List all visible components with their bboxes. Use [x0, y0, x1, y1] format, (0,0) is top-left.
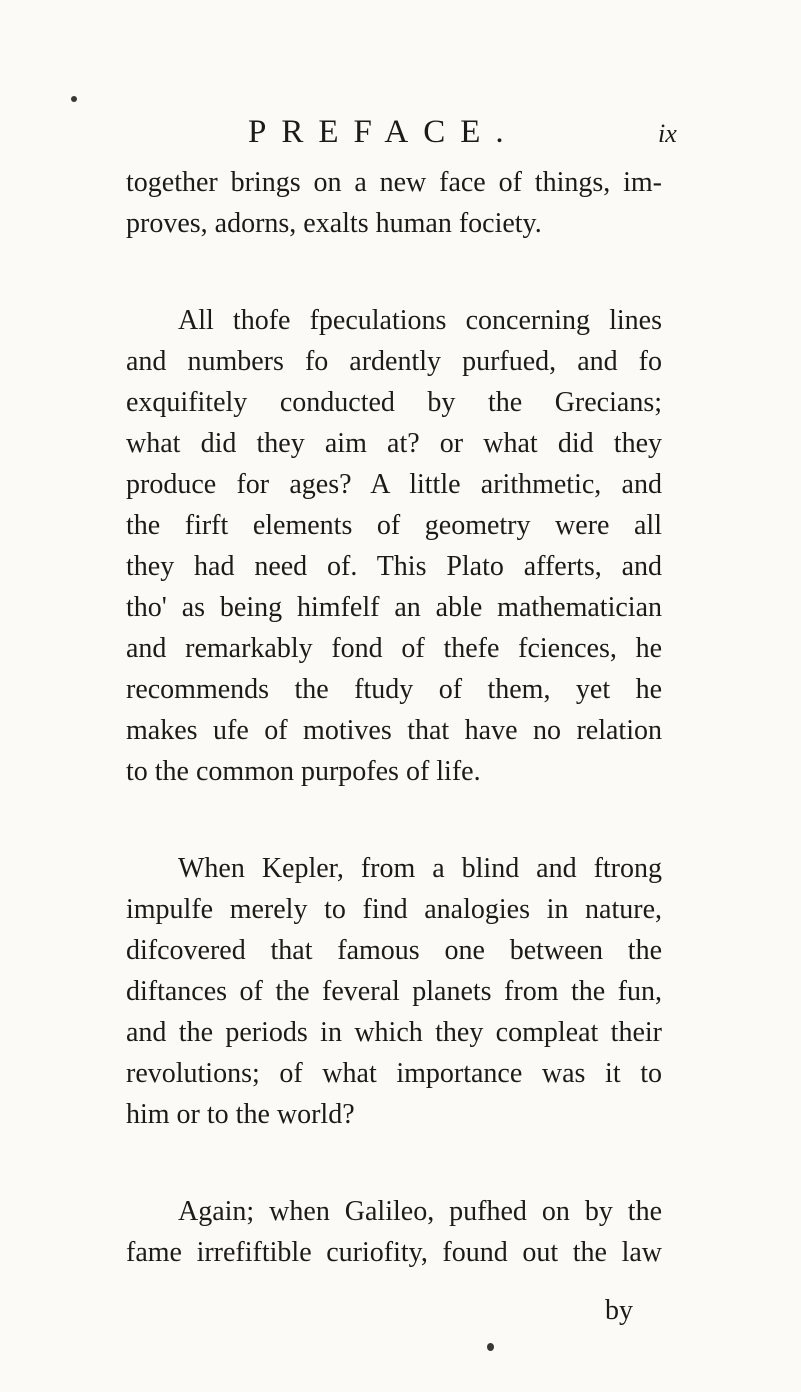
page-number: ix: [658, 119, 677, 148]
text-line: and the periods in which they compleat their: [126, 1017, 662, 1048]
text-line: what did they aim at? or what did they: [126, 428, 662, 459]
text-line: proves, adorns, exalts human fociety.: [126, 208, 542, 239]
body-text: [126, 162, 662, 1329]
paragraph-2: [126, 300, 662, 792]
catchword: by: [605, 1295, 633, 1326]
text-line: recommends the ftudy of them, yet he: [126, 674, 662, 705]
running-title: PREFACE.: [248, 114, 519, 150]
text-line: revolutions; of what importance was it to: [126, 1058, 662, 1089]
text-line: difcovered that famous one between the: [126, 935, 662, 966]
text-line: him or to the world?: [126, 1099, 355, 1130]
paper-speck: [71, 96, 77, 102]
text-line: and numbers fo ardently purfued, and fo: [126, 346, 662, 377]
text-line: and remarkably fond of thefe fciences, he: [126, 633, 662, 664]
text-line: fame irrefiftible curiofity, found out the law: [126, 1237, 662, 1268]
paragraph-1: [126, 162, 662, 244]
text-line: impulfe merely to find analogies in nature,: [126, 894, 662, 925]
text-line: makes ufe of motives that have no relation: [126, 715, 662, 746]
page-header: [0, 112, 801, 152]
text-line: Again; when Galileo, pufhed on by the: [178, 1196, 662, 1227]
paragraph-4: [126, 1191, 662, 1273]
text-line: they had need of. This Plato afferts, and: [126, 551, 662, 582]
text-line: together brings on a new face of things, im-: [126, 167, 662, 198]
text-line: exquifitely conducted by the Grecians;: [126, 387, 662, 418]
paper-speck: [487, 1343, 494, 1351]
text-line: produce for ages? A little arithmetic, and: [126, 469, 662, 500]
paragraph-3: [126, 848, 662, 1135]
text-line: diftances of the feveral planets from the fun,: [126, 976, 662, 1007]
text-line: to the common purpofes of life.: [126, 756, 481, 787]
text-line: All thofe fpeculations concerning lines: [178, 305, 662, 336]
text-line: When Kepler, from a blind and ftrong: [178, 853, 662, 884]
text-line: tho' as being himfelf an able mathematician: [126, 592, 662, 623]
text-line: the firft elements of geometry were all: [126, 510, 662, 541]
